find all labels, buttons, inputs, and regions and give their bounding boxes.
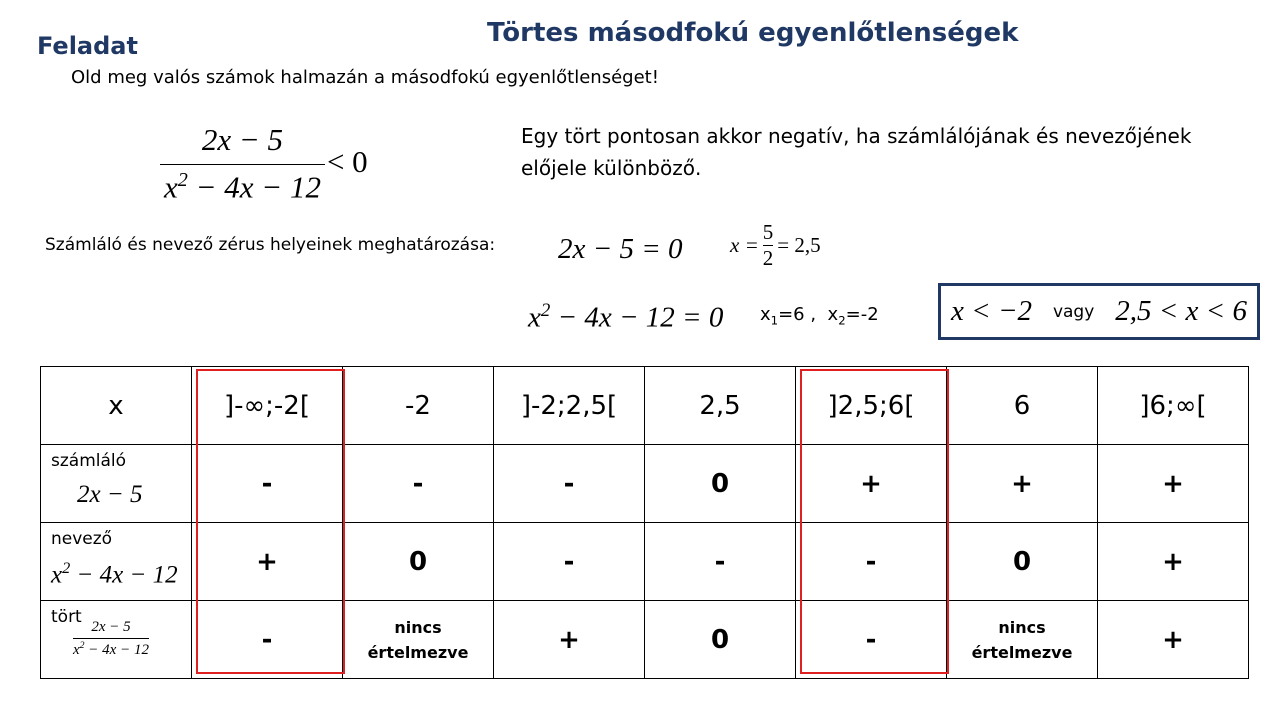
main-relation: < 0 xyxy=(326,143,368,179)
sign-cell: - xyxy=(343,445,494,523)
sign-cell: 0 xyxy=(343,523,494,601)
denominator-equation: $x^2 - 4x - 12 = 0$ xyxy=(528,300,724,334)
undefined-cell: nincs értelmezve xyxy=(947,601,1098,679)
table-row-denominator xyxy=(41,523,1249,601)
zeros-label: Számláló és nevező zérus helyeinek meghatározása: xyxy=(45,235,496,255)
row-expression: $x^2 - 4x - 12$ xyxy=(51,559,178,589)
sign-cell: - xyxy=(192,445,343,523)
sign-cell: - xyxy=(494,445,645,523)
denominator-roots: $x_1=6$ , $x_2=-2$ xyxy=(760,304,879,328)
sign-cell: - xyxy=(796,601,947,679)
table-header-row xyxy=(41,367,1249,445)
sign-cell: + xyxy=(494,601,645,679)
task-instruction: Old meg valós számok halmazán a másodfokú egyenlőtlenséget! xyxy=(71,67,659,88)
table-header-cell: ]-∞;-2[ xyxy=(192,367,343,445)
row-label-cell xyxy=(41,601,192,679)
sign-cell: + xyxy=(796,445,947,523)
sign-table xyxy=(40,366,1249,679)
sign-cell: - xyxy=(494,523,645,601)
sign-cell: + xyxy=(947,445,1098,523)
table-row-fraction xyxy=(41,601,1249,679)
sign-cell: + xyxy=(1098,523,1249,601)
answer-right: 2,5 < x < 6 xyxy=(1115,295,1247,327)
table-header-cell: 2,5 xyxy=(645,367,796,445)
page-title: Törtes másodfokú egyenlőtlenségek xyxy=(487,18,1019,48)
sign-cell: + xyxy=(1098,445,1249,523)
row-label: nevező xyxy=(51,529,113,549)
table-header-cell: ]-2;2,5[ xyxy=(494,367,645,445)
answer-box xyxy=(938,283,1260,340)
sign-cell: 0 xyxy=(645,445,796,523)
answer-left: x < −2 xyxy=(951,295,1033,327)
main-inequality xyxy=(160,122,368,205)
sign-cell: - xyxy=(796,523,947,601)
row-fraction: $\frac{2x - 5}{x^2 - 4x - 12}$ xyxy=(73,619,149,658)
table-header-cell: 6 xyxy=(947,367,1098,445)
row-expression: 2x − 5 xyxy=(77,481,143,508)
row-label-cell xyxy=(41,523,192,601)
table-header-cell: -2 xyxy=(343,367,494,445)
main-fraction xyxy=(160,122,325,205)
rule-text: Egy tört pontosan akkor negatív, ha számlálójának és nevezőjének előjele különböző. xyxy=(521,124,1192,180)
numerator-root: x = $\frac{5}{2}$ = 2,5 xyxy=(730,220,821,270)
root-fraction: $\frac{5}{2}$ xyxy=(762,220,774,270)
row-label: tört xyxy=(51,607,82,627)
sign-cell: 0 xyxy=(947,523,1098,601)
numerator-equation: 2x − 5 = 0 xyxy=(558,233,683,265)
table-header-cell: ]6;∞[ xyxy=(1098,367,1249,445)
sign-cell: 0 xyxy=(645,601,796,679)
undefined-cell: nincs értelmezve xyxy=(343,601,494,679)
row-label-cell xyxy=(41,445,192,523)
sign-cell: - xyxy=(645,523,796,601)
answer-connector: vagy xyxy=(1052,301,1095,322)
sign-cell: - xyxy=(192,601,343,679)
sign-cell: + xyxy=(1098,601,1249,679)
main-denominator: $x^2 - 4x - 12$ xyxy=(164,169,321,205)
row-label: számláló xyxy=(51,451,127,471)
table-row-numerator xyxy=(41,445,1249,523)
task-heading: Feladat xyxy=(37,32,138,60)
main-numerator: 2x − 5 xyxy=(201,122,284,157)
table-header-cell: ]2,5;6[ xyxy=(796,367,947,445)
sign-cell: + xyxy=(192,523,343,601)
table-header-cell: x xyxy=(41,367,192,445)
